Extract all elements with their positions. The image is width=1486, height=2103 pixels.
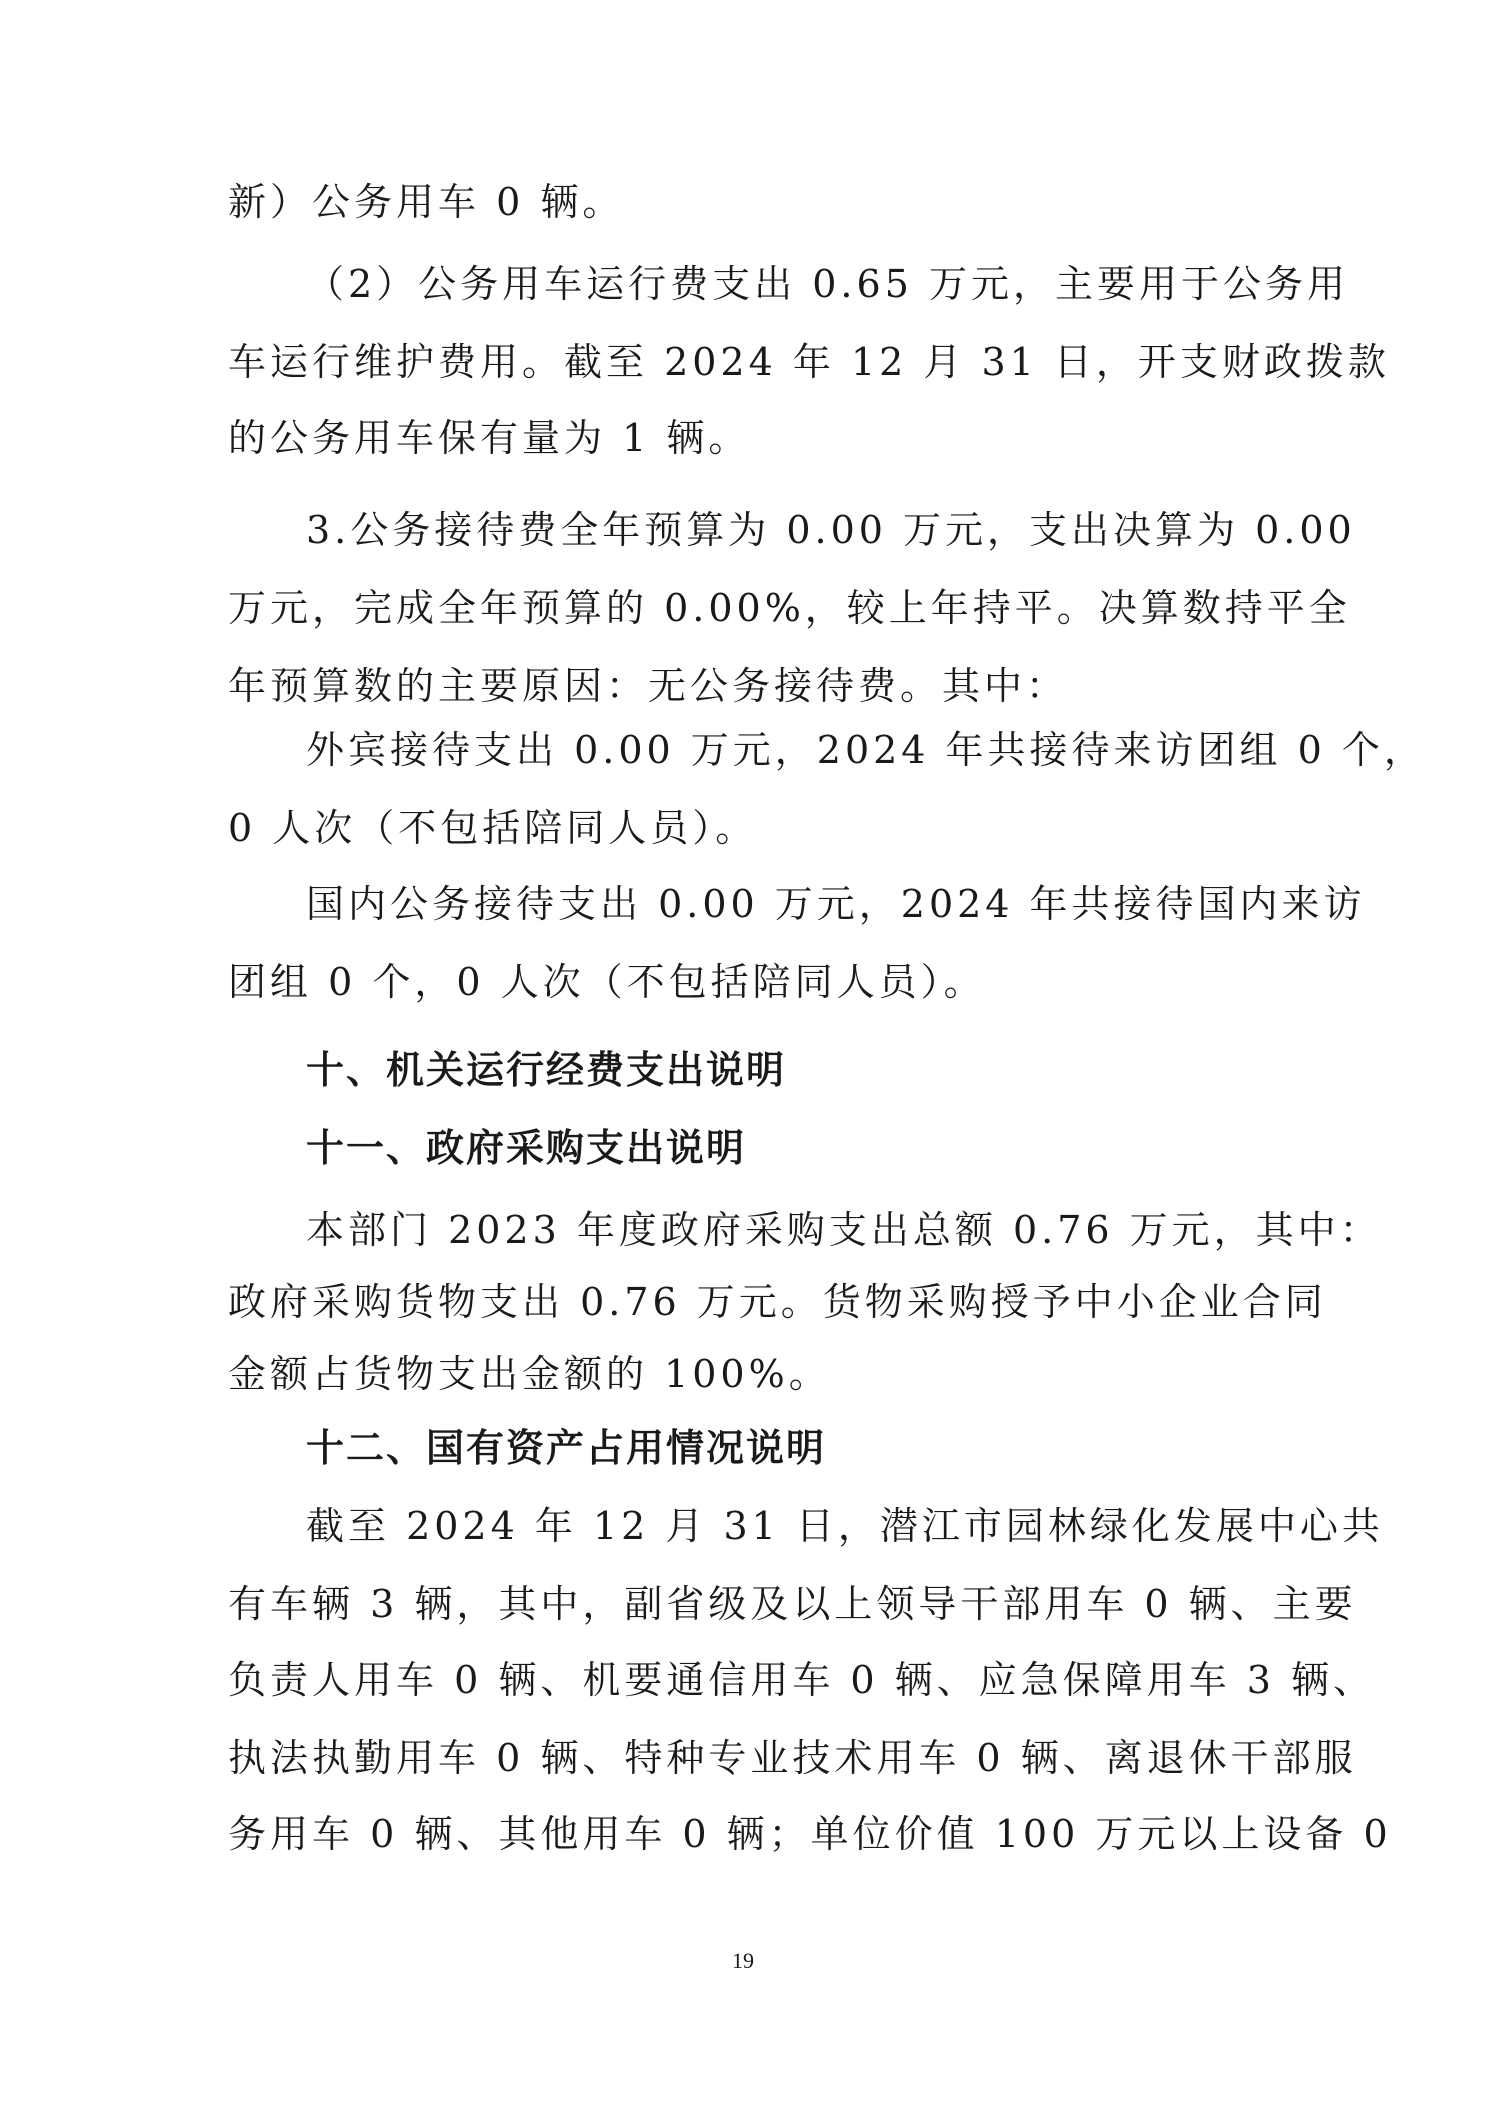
text-line: 本部门 2023 年度政府采购支出总额 0.76 万元，其中： [306, 1208, 1382, 1252]
text-line: 团组 0 个，0 人次（不包括陪同人员）。 [228, 960, 986, 1004]
text-line: 务用车 0 辆、其他用车 0 辆；单位价值 100 万元以上设备 0 [228, 1812, 1392, 1856]
text-line: 国内公务接待支出 0.00 万元，2024 年共接待国内来访 [306, 882, 1366, 926]
section-heading: 十、机关运行经费支出说明 [306, 1048, 787, 1092]
section-heading: 十二、国有资产占用情况说明 [306, 1426, 827, 1470]
section-heading: 十一、政府采购支出说明 [306, 1126, 747, 1170]
text-line: 负责人用车 0 辆、机要通信用车 0 辆、应急保障用车 3 辆、 [228, 1658, 1376, 1702]
text-line: 0 人次（不包括陪同人员）。 [228, 806, 758, 850]
text-line: 的公务用车保有量为 1 辆。 [228, 416, 751, 460]
text-line: 车运行维护费用。截至 2024 年 12 月 31 日，开支财政拨款 [228, 340, 1390, 384]
text-line: 有车辆 3 辆，其中，副省级及以上领导干部用车 0 辆、主要 [228, 1582, 1357, 1626]
text-line: 外宾接待支出 0.00 万元，2024 年共接待来访团组 0 个， [306, 728, 1426, 772]
text-line: 新）公务用车 0 辆。 [228, 180, 625, 224]
text-line: 3.公务接待费全年预算为 0.00 万元，支出决算为 0.00 [306, 508, 1356, 552]
text-line: 政府采购货物支出 0.76 万元。货物采购授予中小企业合同 [228, 1280, 1327, 1324]
text-line: 执法执勤用车 0 辆、特种专业技术用车 0 辆、离退休干部服 [228, 1736, 1357, 1780]
page-number: 19 [732, 1948, 754, 1973]
text-line: 金额占货物支出金额的 100%。 [228, 1352, 831, 1396]
text-line: （2）公务用车运行费支出 0.65 万元，主要用于公务用 [306, 262, 1349, 306]
text-line: 截至 2024 年 12 月 31 日，潜江市园林绿化发展中心共 [306, 1504, 1384, 1548]
text-line: 年预算数的主要原因：无公务接待费。其中： [228, 664, 1069, 708]
text-line: 万元，完成全年预算的 0.00%，较上年持平。决算数持平全 [228, 586, 1351, 630]
